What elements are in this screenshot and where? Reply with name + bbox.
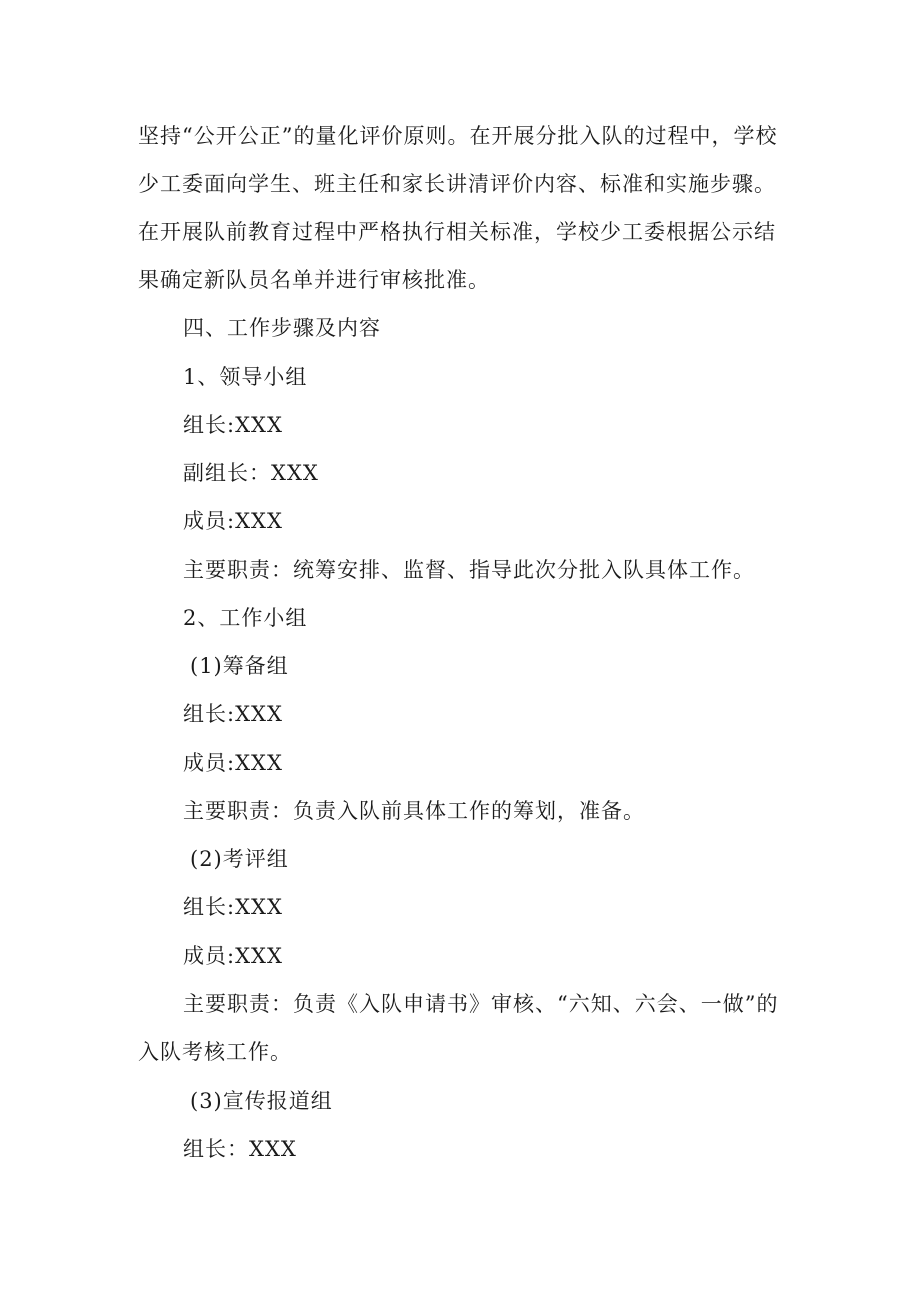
duties-line: 主要职责：统筹安排、监督、指导此次分批入队具体工作。 — [183, 558, 755, 582]
publicity-leader-line: 组长：XXX — [183, 1137, 297, 1161]
heading-preparation-group: (1)筹备组 — [190, 654, 289, 678]
eval-duties-line: 主要职责：负责《入队申请书》审核、“六知、六会、一做”的入队考核工作。 — [138, 992, 779, 1064]
eval-members-line: 成员:XXX — [183, 944, 283, 968]
heading-work-steps: 四、工作步骤及内容 — [183, 316, 381, 340]
members-line: 成员:XXX — [183, 509, 283, 533]
prep-duties-line: 主要职责：负责入队前具体工作的筹划，准备。 — [183, 799, 645, 823]
prep-leader-line: 组长:XXX — [183, 702, 283, 726]
heading-evaluation-group: (2)考评组 — [190, 847, 289, 871]
heading-publicity-group: (3)宣传报道组 — [190, 1089, 333, 1113]
leader-line: 组长:XXX — [183, 413, 283, 437]
eval-leader-line: 组长:XXX — [183, 895, 283, 919]
paragraph-principle: 坚持“公开公正”的量化评价原则。在开展分批入队的过程中，学校少工委面向学生、班主任和家长讲清评价内容、标准和实施步骤。在开展队前教育过程中严格执行相关标准，学校少工委根据公示结果确定新队员名单并进行审核批准。 — [138, 124, 778, 292]
deputy-leader-line: 副组长：XXX — [183, 461, 319, 485]
prep-members-line: 成员:XXX — [183, 751, 283, 775]
heading-leadership-group: 1、领导小组 — [183, 365, 308, 389]
heading-work-group: 2、工作小组 — [183, 606, 308, 630]
